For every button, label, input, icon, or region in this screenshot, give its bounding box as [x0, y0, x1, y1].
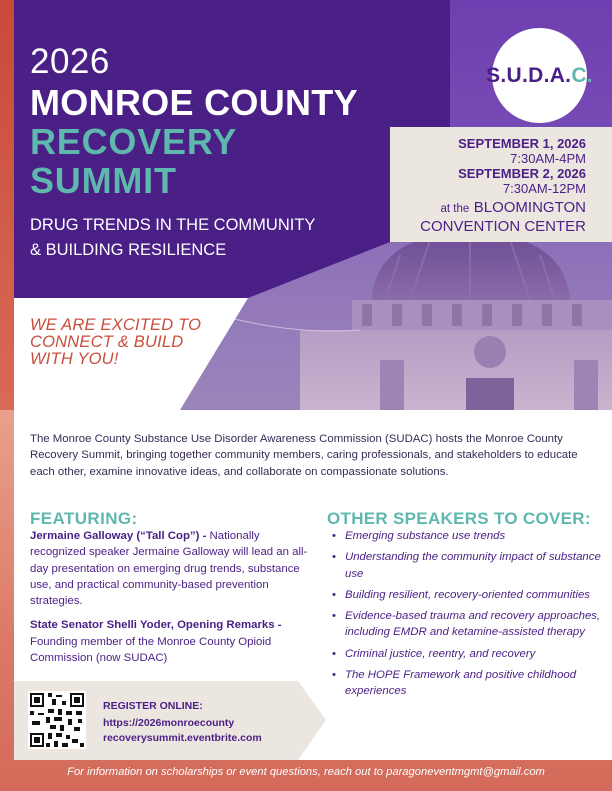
intro-paragraph: The Monroe County Substance Use Disorder Awareness Commission (SUDAC) hosts the Monroe County Recovery Summit, bringing together community members, caring professionals, and stakeholders to educate each other, examine innovative ideas, and collaborate on compassionate solutions.	[30, 433, 578, 478]
topic-item: • Emerging substance use trends	[332, 528, 602, 544]
register-link[interactable]	[103, 716, 293, 746]
title-line-3: SUMMIT	[30, 160, 177, 201]
topic-item: • The HOPE Framework and positive childhood experiences	[332, 667, 602, 700]
footer-contact: For information on scholarships or event questions, reach out to paragoneventmgmt@gmail.com	[67, 766, 545, 778]
time-day-2: 7:30AM-12PM	[502, 181, 586, 196]
speaker-1-name: Jermaine Galloway (“Tall Cop”) -	[30, 530, 207, 542]
subtitle-line-2: & BUILDING RESILIENCE	[30, 241, 227, 259]
speaker-2-desc: Founding member of the Monroe County Opioid Commission (now SUDAC)	[30, 635, 272, 665]
subtitle-line-1: DRUG TRENDS IN THE COMMUNITY	[30, 216, 316, 234]
logo-text-main: S.U.D.A.	[486, 63, 572, 87]
register-label: REGISTER ONLINE:	[103, 700, 203, 712]
tagline: WE ARE EXCITED TO CONNECT & BUILD WITH YOU!	[30, 316, 202, 368]
other-speakers-heading: OTHER SPEAKERS TO COVER:	[327, 509, 591, 528]
topic-item: • Evidence-based trauma and recovery approaches, including EMDR and ketamine-assisted therapy	[332, 608, 602, 641]
event-year: 2026	[30, 42, 110, 81]
venue-prefix: at the	[440, 203, 470, 215]
topic-item: • Building resilient, recovery-oriented communities	[332, 587, 602, 603]
venue-line-2: CONVENTION CENTER	[420, 218, 586, 235]
date-day-1: SEPTEMBER 1, 2026	[458, 136, 586, 151]
qr-code-graphic	[28, 691, 86, 749]
logo-text-accent: C.	[571, 63, 593, 87]
speaker-1-desc: Nationally recognized speaker Jermaine Galloway will lead an all-day presentation on emerging drug trends, substance use, and practical community-based prevention strategies.	[30, 530, 308, 608]
register-url-line-2[interactable]: recoverysummit.eventbrite.com	[103, 732, 262, 744]
topic-item: • Criminal justice, reentry, and recovery	[332, 646, 602, 662]
title-line-2: RECOVERY	[30, 121, 238, 162]
topic-item: • Understanding the community impact of substance use	[332, 549, 602, 582]
speaker-2-name: State Senator Shelli Yoder, Opening Remarks -	[30, 619, 282, 632]
register-url-line-1[interactable]: https://2026monroecounty	[103, 717, 235, 729]
qr-code-icon[interactable]	[28, 691, 86, 749]
featuring-heading: FEATURING:	[30, 509, 138, 528]
venue-line-1: BLOOMINGTON	[473, 199, 586, 216]
title-line-1: MONROE COUNTY	[30, 82, 358, 123]
date-day-2: SEPTEMBER 2, 2026	[458, 166, 586, 181]
time-day-1: 7:30AM-4PM	[510, 151, 586, 166]
